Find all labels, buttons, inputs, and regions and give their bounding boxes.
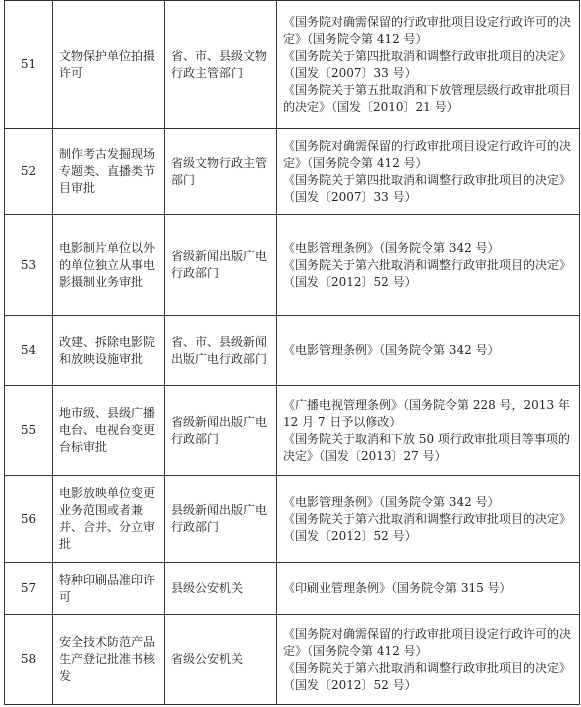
legal-basis	[277, 1, 580, 129]
approval-item: 文物保护单位拍摄许可	[53, 1, 165, 129]
implementing-department: 县级新闻出版广电行政部门	[165, 476, 277, 563]
row-number: 53	[5, 215, 53, 316]
legal-basis-line: 《国务院对确需保留的行政审批项目设定行政许可的决定》（国务院令第 412 号）	[283, 138, 572, 170]
row-number: 51	[5, 1, 53, 129]
legal-basis-line: 《国务院关于第四批取消和调整行政审批项目的决定》（国发〔2007〕33 号）	[283, 48, 572, 80]
legal-basis	[277, 476, 580, 563]
legal-basis	[277, 215, 580, 316]
row-number: 57	[5, 563, 53, 615]
legal-basis	[277, 316, 580, 386]
legal-basis-line: 《国务院关于取消和下放 50 项行政审批项目等事项的决定》（国发〔2013〕27 号）	[283, 431, 570, 463]
table-row	[5, 215, 580, 316]
table-row	[5, 563, 580, 615]
implementing-department: 省、市、县级文物行政主管部门	[165, 1, 277, 129]
approval-item: 电影放映单位变更业务范围或者兼并、合并、分立审批	[53, 476, 165, 563]
table-row	[5, 615, 580, 705]
table-row	[5, 476, 580, 563]
legal-basis-line: 《国务院对确需保留的行政审批项目设定行政许可的决定》（国务院令第 412 号）	[283, 626, 572, 658]
legal-basis-line: 《印刷业管理条例》（国务院令第 315 号）	[283, 581, 512, 595]
approval-item: 地市级、县级广播电台、电视台变更台标审批	[53, 386, 165, 476]
approval-item: 电影制片单位以外的单位独立从事电影摄制业务审批	[53, 215, 165, 316]
legal-basis-line: 《广播电视管理条例》（国务院令第 228 号，2013 年 12 月 7 日予以修改）	[283, 397, 570, 429]
implementing-department: 省级新闻出版广电行政部门	[165, 386, 277, 476]
legal-basis-line: 《国务院关于第五批取消和下放管理层级行政审批项目的决定》（国发〔2010〕21 号）	[283, 82, 572, 114]
approval-item: 制作考古发掘现场专题类、直播类节目审批	[53, 129, 165, 215]
approval-item: 改建、拆除电影院和放映设施审批	[53, 316, 165, 386]
implementing-department: 省、市、县级新闻出版广电行政部门	[165, 316, 277, 386]
legal-basis-line: 《电影管理条例》（国务院令第 342 号）	[283, 240, 500, 255]
implementing-department: 省级新闻出版广电行政部门	[165, 215, 277, 316]
legal-basis-line: 《国务院对确需保留的行政审批项目设定行政许可的决定》（国务院令第 412 号）	[283, 14, 572, 46]
table-row	[5, 386, 580, 476]
row-number: 56	[5, 476, 53, 563]
row-number: 58	[5, 615, 53, 705]
row-number: 55	[5, 386, 53, 476]
legal-basis	[277, 129, 580, 215]
table-row	[5, 1, 580, 129]
implementing-department: 省级公安机关	[165, 615, 277, 705]
row-number: 54	[5, 316, 53, 386]
legal-basis-line: 《电影管理条例》（国务院令第 342 号）	[283, 494, 500, 509]
legal-basis-line: 《国务院关于第六批取消和调整行政审批项目的决定》（国发〔2012〕52 号）	[283, 257, 572, 289]
approval-item: 安全技术防范产品生产登记批准书核发	[53, 615, 165, 705]
table-row	[5, 316, 580, 386]
legal-basis	[277, 563, 580, 615]
implementing-department: 县级公安机关	[165, 563, 277, 615]
legal-basis	[277, 386, 580, 476]
row-number: 52	[5, 129, 53, 215]
table-row	[5, 129, 580, 215]
legal-basis	[277, 615, 580, 705]
implementing-department: 省级文物行政主管部门	[165, 129, 277, 215]
approval-item: 特种印刷品准印许可	[53, 563, 165, 615]
legal-basis-line: 《国务院关于第四批取消和调整行政审批项目的决定》（国发〔2007〕33 号）	[283, 172, 572, 204]
legal-basis-line: 《电影管理条例》（国务院令第 342 号）	[283, 343, 500, 357]
legal-basis-line: 《国务院关于第六批取消和调整行政审批项目的决定》（国发〔2012〕52 号）	[283, 660, 572, 692]
legal-basis-line: 《国务院关于第六批取消和调整行政审批项目的决定》（国发〔2012〕52 号）	[283, 511, 572, 543]
approval-items-table	[4, 0, 580, 705]
